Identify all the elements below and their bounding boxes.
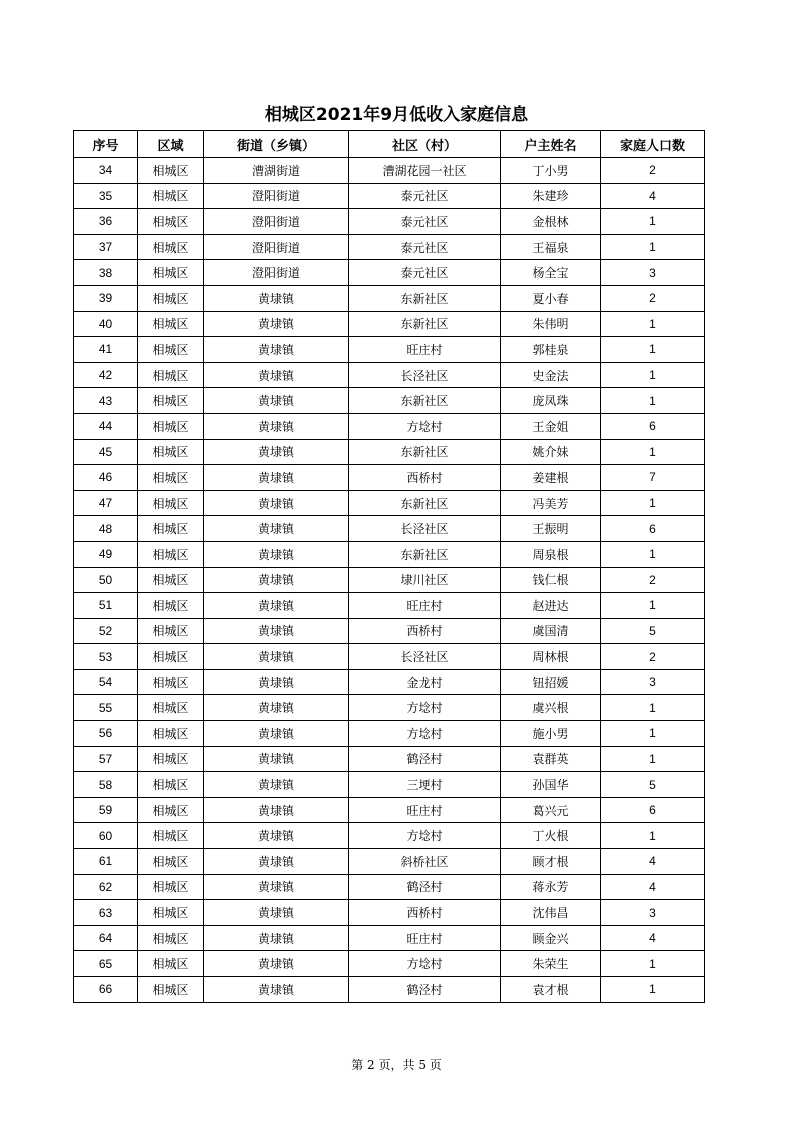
district-cell: 相城区 [138,516,204,542]
community-cell: 泰元社区 [349,209,501,235]
table-row [74,285,705,311]
serial-cell: 60 [74,823,138,849]
community-cell: 长泾社区 [349,644,501,670]
family-size-cell: 2 [601,285,705,311]
table-row [74,874,705,900]
district-cell: 相城区 [138,669,204,695]
family-size-cell: 4 [601,183,705,209]
district-cell: 相城区 [138,285,204,311]
family-size-cell: 1 [601,439,705,465]
street-cell: 黄埭镇 [204,874,349,900]
table-row [74,413,705,439]
serial-cell: 41 [74,337,138,363]
table-row [74,797,705,823]
district-cell: 相城区 [138,977,204,1003]
family-size-cell: 1 [601,311,705,337]
serial-cell: 65 [74,951,138,977]
street-cell: 黄埭镇 [204,285,349,311]
street-cell: 澄阳街道 [204,209,349,235]
street-cell: 黄埭镇 [204,797,349,823]
district-cell: 相城区 [138,158,204,184]
serial-cell: 45 [74,439,138,465]
table-row [74,516,705,542]
district-cell: 相城区 [138,183,204,209]
householder-cell: 朱荣生 [501,951,601,977]
street-cell: 黄埭镇 [204,900,349,926]
householder-cell: 周林根 [501,644,601,670]
page-title: 相城区2021年9月低收入家庭信息 [264,105,529,125]
householder-cell: 金根林 [501,209,601,235]
district-cell: 相城区 [138,567,204,593]
street-cell: 澄阳街道 [204,234,349,260]
family-size-cell: 1 [601,695,705,721]
district-cell: 相城区 [138,746,204,772]
street-cell: 黄埭镇 [204,311,349,337]
family-size-cell: 5 [601,618,705,644]
serial-cell: 35 [74,183,138,209]
table-row [74,925,705,951]
serial-cell: 50 [74,567,138,593]
district-cell: 相城区 [138,593,204,619]
serial-cell: 59 [74,797,138,823]
serial-cell: 39 [74,285,138,311]
family-size-cell: 1 [601,746,705,772]
householder-cell: 袁群英 [501,746,601,772]
community-cell: 东新社区 [349,439,501,465]
community-cell: 东新社区 [349,541,501,567]
householder-cell: 赵进达 [501,593,601,619]
street-cell: 黄埭镇 [204,746,349,772]
serial-cell: 64 [74,925,138,951]
table-row [74,849,705,875]
table-row [74,669,705,695]
street-cell: 黄埭镇 [204,413,349,439]
district-cell: 相城区 [138,413,204,439]
table-row [74,260,705,286]
street-cell: 黄埭镇 [204,439,349,465]
householder-cell: 孙国华 [501,772,601,798]
householder-cell: 杨全宝 [501,260,601,286]
householder-cell: 史金法 [501,362,601,388]
serial-cell: 57 [74,746,138,772]
family-size-cell: 6 [601,413,705,439]
street-cell: 黄埭镇 [204,567,349,593]
street-cell: 黄埭镇 [204,362,349,388]
district-cell: 相城区 [138,874,204,900]
family-size-cell: 5 [601,772,705,798]
family-size-cell: 1 [601,593,705,619]
column-header-community: 社区（村） [349,131,501,158]
table-header-row [74,131,705,158]
table-row [74,234,705,260]
street-cell: 黄埭镇 [204,337,349,363]
family-size-cell: 4 [601,874,705,900]
family-size-cell: 1 [601,721,705,747]
householder-cell: 袁才根 [501,977,601,1003]
district-cell: 相城区 [138,925,204,951]
community-cell: 东新社区 [349,388,501,414]
district-cell: 相城区 [138,388,204,414]
householder-cell: 王振明 [501,516,601,542]
table-row [74,541,705,567]
community-cell: 方埝村 [349,695,501,721]
community-cell: 方埝村 [349,823,501,849]
family-size-cell: 3 [601,669,705,695]
household-table [73,130,705,1003]
community-cell: 鹤泾村 [349,746,501,772]
district-cell: 相城区 [138,490,204,516]
serial-cell: 58 [74,772,138,798]
householder-cell: 丁火根 [501,823,601,849]
street-cell: 黄埭镇 [204,490,349,516]
family-size-cell: 2 [601,567,705,593]
householder-cell: 周泉根 [501,541,601,567]
community-cell: 长泾社区 [349,516,501,542]
street-cell: 黄埭镇 [204,695,349,721]
table-row [74,618,705,644]
family-size-cell: 4 [601,925,705,951]
community-cell: 鹤泾村 [349,874,501,900]
street-cell: 澄阳街道 [204,260,349,286]
table-row [74,695,705,721]
street-cell: 黄埭镇 [204,541,349,567]
serial-cell: 66 [74,977,138,1003]
family-size-cell: 1 [601,541,705,567]
householder-cell: 王福泉 [501,234,601,260]
table-row [74,593,705,619]
serial-cell: 56 [74,721,138,747]
family-size-cell: 1 [601,490,705,516]
community-cell: 泰元社区 [349,260,501,286]
community-cell: 旺庄村 [349,797,501,823]
table-row [74,490,705,516]
table-row [74,721,705,747]
serial-cell: 61 [74,849,138,875]
householder-cell: 姜建根 [501,465,601,491]
district-cell: 相城区 [138,465,204,491]
serial-cell: 47 [74,490,138,516]
district-cell: 相城区 [138,644,204,670]
community-cell: 东新社区 [349,311,501,337]
column-header-district: 区域 [138,131,204,158]
family-size-cell: 1 [601,209,705,235]
householder-cell: 钱仁根 [501,567,601,593]
district-cell: 相城区 [138,797,204,823]
serial-cell: 38 [74,260,138,286]
householder-cell: 虞国清 [501,618,601,644]
column-header-street: 街道（乡镇） [204,131,349,158]
family-size-cell: 1 [601,388,705,414]
street-cell: 黄埭镇 [204,593,349,619]
community-cell: 金龙村 [349,669,501,695]
family-size-cell: 2 [601,158,705,184]
householder-cell: 王金姐 [501,413,601,439]
table-row [74,311,705,337]
street-cell: 澄阳街道 [204,183,349,209]
serial-cell: 34 [74,158,138,184]
householder-cell: 钮招媛 [501,669,601,695]
family-size-cell: 6 [601,516,705,542]
table-body [74,158,705,1003]
table-row [74,183,705,209]
family-size-cell: 1 [601,337,705,363]
street-cell: 黄埭镇 [204,925,349,951]
serial-cell: 43 [74,388,138,414]
family-size-cell: 1 [601,951,705,977]
street-cell: 黄埭镇 [204,977,349,1003]
street-cell: 黄埭镇 [204,951,349,977]
street-cell: 黄埭镇 [204,772,349,798]
community-cell: 漕湖花园一社区 [349,158,501,184]
householder-cell: 葛兴元 [501,797,601,823]
family-size-cell: 1 [601,823,705,849]
family-size-cell: 2 [601,644,705,670]
serial-cell: 55 [74,695,138,721]
family-size-cell: 1 [601,362,705,388]
serial-cell: 49 [74,541,138,567]
community-cell: 方埝村 [349,413,501,439]
street-cell: 黄埭镇 [204,669,349,695]
community-cell: 旺庄村 [349,337,501,363]
serial-cell: 53 [74,644,138,670]
family-size-cell: 1 [601,977,705,1003]
community-cell: 旺庄村 [349,593,501,619]
serial-cell: 54 [74,669,138,695]
district-cell: 相城区 [138,337,204,363]
community-cell: 方埝村 [349,721,501,747]
serial-cell: 63 [74,900,138,926]
district-cell: 相城区 [138,849,204,875]
serial-cell: 40 [74,311,138,337]
family-size-cell: 4 [601,849,705,875]
householder-cell: 夏小春 [501,285,601,311]
table-row [74,644,705,670]
community-cell: 旺庄村 [349,925,501,951]
community-cell: 方埝村 [349,951,501,977]
serial-cell: 51 [74,593,138,619]
table-row [74,823,705,849]
community-cell: 斜桥社区 [349,849,501,875]
table-row [74,209,705,235]
community-cell: 泰元社区 [349,183,501,209]
serial-cell: 42 [74,362,138,388]
street-cell: 黄埭镇 [204,644,349,670]
district-cell: 相城区 [138,439,204,465]
district-cell: 相城区 [138,260,204,286]
serial-cell: 37 [74,234,138,260]
district-cell: 相城区 [138,234,204,260]
table-row [74,977,705,1003]
householder-cell: 施小男 [501,721,601,747]
community-cell: 鹤泾村 [349,977,501,1003]
column-header-householder: 户主姓名 [501,131,601,158]
community-cell: 埭川社区 [349,567,501,593]
householder-cell: 冯美芳 [501,490,601,516]
district-cell: 相城区 [138,823,204,849]
column-header-serial: 序号 [74,131,138,158]
community-cell: 西桥村 [349,900,501,926]
community-cell: 西桥村 [349,465,501,491]
serial-cell: 52 [74,618,138,644]
householder-cell: 姚介妹 [501,439,601,465]
district-cell: 相城区 [138,900,204,926]
family-size-cell: 6 [601,797,705,823]
district-cell: 相城区 [138,695,204,721]
street-cell: 黄埭镇 [204,465,349,491]
district-cell: 相城区 [138,721,204,747]
community-cell: 东新社区 [349,285,501,311]
district-cell: 相城区 [138,362,204,388]
householder-cell: 顾金兴 [501,925,601,951]
community-cell: 泰元社区 [349,234,501,260]
street-cell: 黄埭镇 [204,823,349,849]
householder-cell: 丁小男 [501,158,601,184]
table-row [74,900,705,926]
street-cell: 漕湖街道 [204,158,349,184]
community-cell: 三埂村 [349,772,501,798]
district-cell: 相城区 [138,209,204,235]
community-cell: 长泾社区 [349,362,501,388]
serial-cell: 48 [74,516,138,542]
serial-cell: 46 [74,465,138,491]
page-footer: 第 2 页，共 5 页 [351,1058,442,1072]
householder-cell: 郭桂泉 [501,337,601,363]
table-row [74,337,705,363]
district-cell: 相城区 [138,541,204,567]
table-row [74,465,705,491]
street-cell: 黄埭镇 [204,849,349,875]
street-cell: 黄埭镇 [204,388,349,414]
table-row [74,951,705,977]
family-size-cell: 1 [601,234,705,260]
district-cell: 相城区 [138,311,204,337]
district-cell: 相城区 [138,772,204,798]
table-row [74,746,705,772]
street-cell: 黄埭镇 [204,516,349,542]
table-row [74,439,705,465]
family-size-cell: 7 [601,465,705,491]
district-cell: 相城区 [138,618,204,644]
serial-cell: 36 [74,209,138,235]
table-row [74,388,705,414]
table-row [74,567,705,593]
district-cell: 相城区 [138,951,204,977]
community-cell: 西桥村 [349,618,501,644]
serial-cell: 44 [74,413,138,439]
table-row [74,158,705,184]
street-cell: 黄埭镇 [204,721,349,747]
householder-cell: 朱建珍 [501,183,601,209]
serial-cell: 62 [74,874,138,900]
householder-cell: 顾才根 [501,849,601,875]
householder-cell: 庞凤珠 [501,388,601,414]
family-size-cell: 3 [601,260,705,286]
table-row [74,362,705,388]
street-cell: 黄埭镇 [204,618,349,644]
householder-cell: 朱伟明 [501,311,601,337]
householder-cell: 沈伟昌 [501,900,601,926]
community-cell: 东新社区 [349,490,501,516]
family-size-cell: 3 [601,900,705,926]
householder-cell: 虞兴根 [501,695,601,721]
table-row [74,772,705,798]
householder-cell: 蒋永芳 [501,874,601,900]
column-header-family-size: 家庭人口数 [601,131,705,158]
